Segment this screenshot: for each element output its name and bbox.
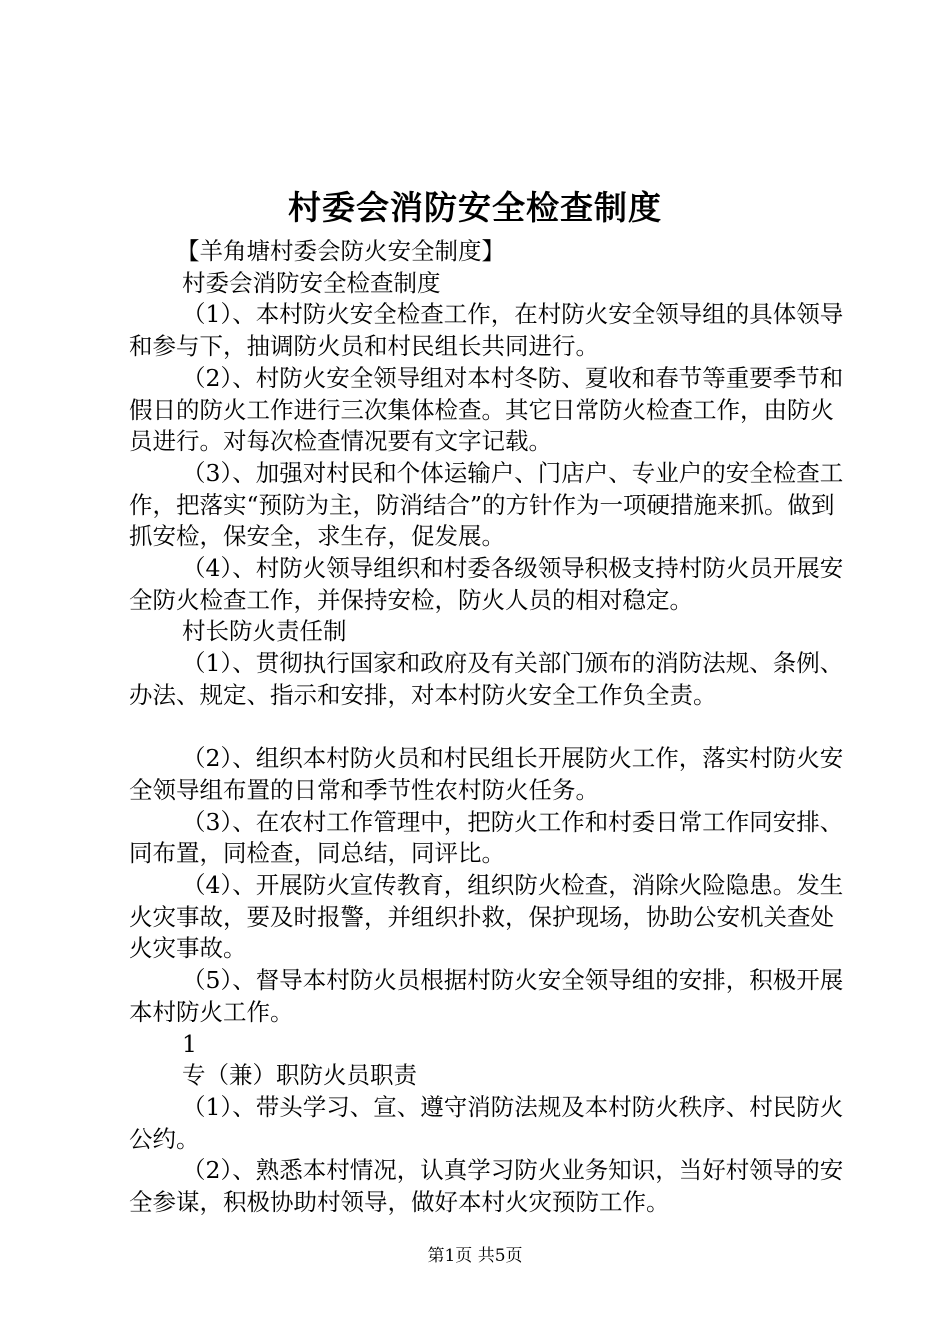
page-footer: 第1页 共5页 [427,1246,523,1266]
document-body [129,236,849,1219]
paragraph: （1）、带头学习、宣、遵守消防法规及本村防火秩序、村民防火公约。 [129,1092,844,1153]
section-heading-fire-officer: 专（兼）职防火员职责 [182,1061,417,1090]
paragraph: （5）、督导本村防火员根据村防火安全领导组的安排，积极开展本村防火工作。 [129,966,844,1026]
source-heading: 【羊角塘村委会防火安全制度】 [176,237,505,265]
paragraph: （3）、在农村工作管理中，把防火工作和村委日常工作同安排、同布置，同检查，同总结，同评比。 [129,807,844,868]
section-heading-village-head: 村长防火责任制 [182,617,347,646]
paragraph: （4）、村防火领导组织和村委各级领导积极支持村防火员开展安全防火检查工作，并保持安检，防火人员的相对稳定。 [129,554,844,614]
paragraph: （1）、本村防火安全检查工作，在村防火安全领导组的具体领导和参与下，抽调防火员和村民组长共同进行。 [129,300,844,361]
paragraph: （3）、加强对村民和个体运输户、门店户、专业户的安全检查工作，把落实“预防为主，防消结合”的方针作为一项硬措施来抓。做到抓安检，保安全，求生存，促发展。 [129,458,844,551]
paragraph: （2）、组织本村防火员和村民组长开展防火工作，落实村防火安全领导组布置的日常和季节性农村防火任务。 [129,744,844,804]
blank-line [129,712,849,744]
inline-page-number: 1 [182,1029,197,1058]
paragraph: （1）、贯彻执行国家和政府及有关部门颁布的消防法规、条例、办法、规定、指示和安排，对本村防火安全工作负全责。 [129,649,844,709]
document-title: 村委会消防安全检查制度 [288,188,662,227]
paragraph: （2）、熟悉本村情况，认真学习防火业务知识，当好村领导的安全参谋，积极协助村领导，做好本村火灾预防工作。 [129,1156,844,1217]
paragraph: （4）、开展防火宣传教育，组织防火检查，消除火险隐患。发生火灾事故，要及时报警，并组织扑救，保护现场，协助公安机关查处火灾事故。 [129,871,844,963]
paragraph: （2）、村防火安全领导组对本村冬防、夏收和春节等重要季节和假日的防火工作进行三次集体检查。其它日常防火检查工作，由防火员进行。对每次检查情况要有文字记载。 [129,363,844,456]
section-heading-inspection: 村委会消防安全检查制度 [182,268,441,297]
